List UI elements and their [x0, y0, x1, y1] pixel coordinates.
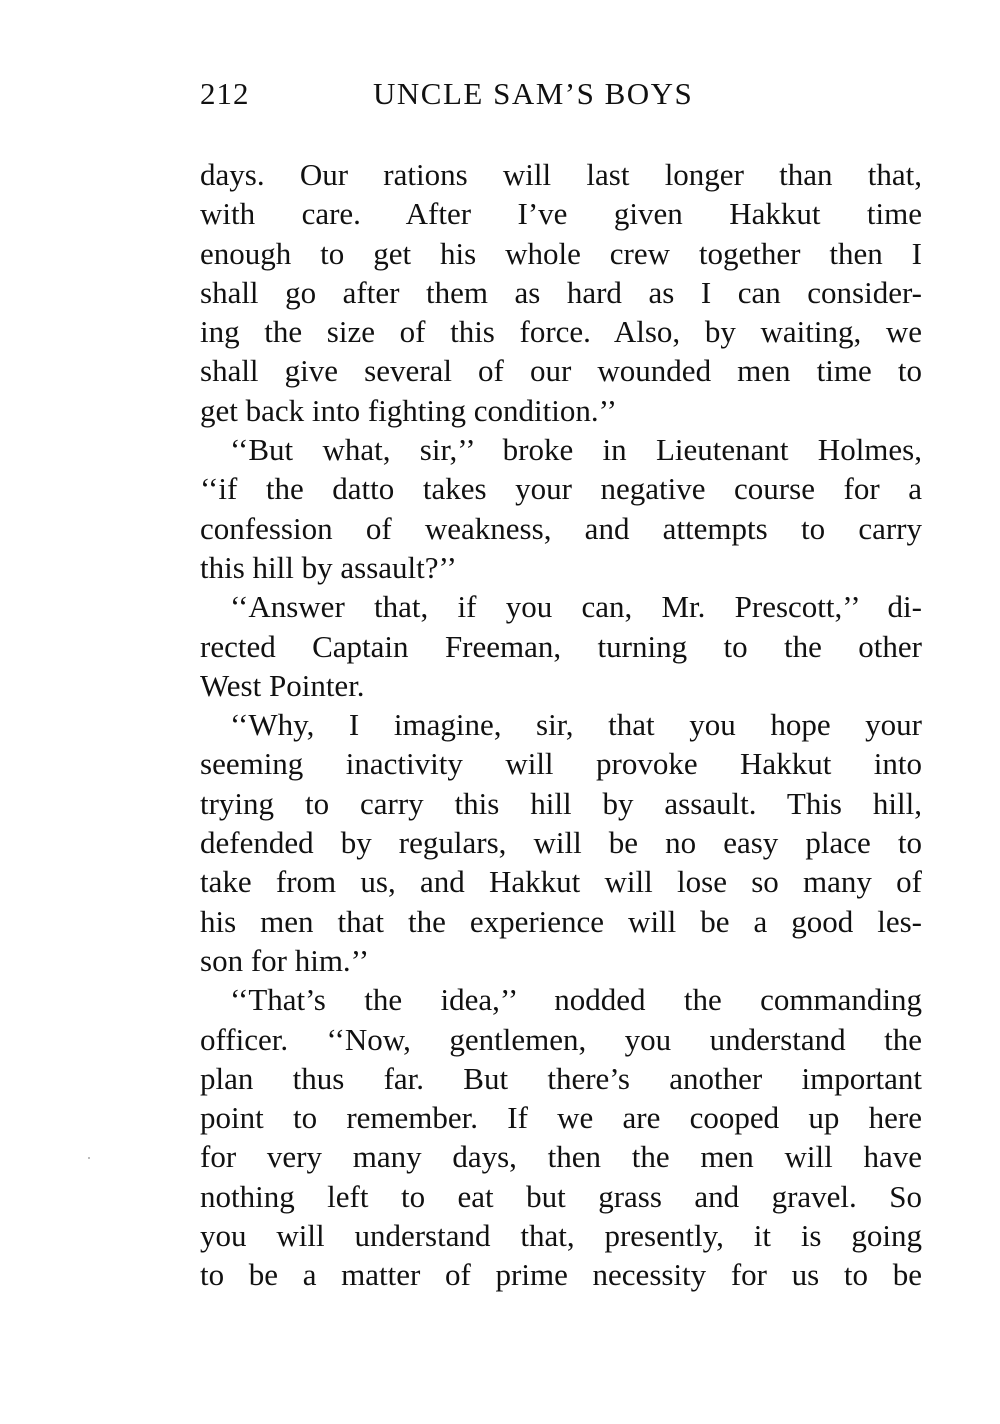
text-line: confession of weakness, and attempts to carry	[200, 510, 922, 546]
text-line: to be a matter of prime necessity for us to be	[200, 1257, 922, 1293]
text-line: West Pointer.	[200, 667, 365, 703]
text-line: plan thus far. But there’s another important	[200, 1060, 922, 1096]
text-line: with care. After I’ve given Hakkut time	[200, 196, 922, 232]
text-line: ‘‘if the datto takes your negative course for a	[200, 471, 922, 507]
text-line: ‘‘Why, I imagine, sir, that you hope your	[230, 707, 922, 743]
text-line: take from us, and Hakkut will lose so many of	[200, 864, 922, 900]
margin-speck	[88, 1157, 90, 1159]
text-line: nothing left to eat but grass and gravel. So	[200, 1178, 922, 1214]
text-line: ing the size of this force. Also, by waiting, we	[200, 314, 922, 350]
page-number: 212	[200, 76, 250, 111]
text-line: shall go after them as hard as I can consider-	[200, 274, 922, 310]
text-line: rected Captain Freeman, turning to the other	[200, 628, 922, 664]
text-line: defended by regulars, will be no easy place to	[200, 825, 922, 861]
text-line: officer. ‘‘Now, gentlemen, you understand the	[200, 1021, 922, 1057]
text-line: get back into fighting condition.’’	[200, 392, 617, 428]
running-head: UNCLE SAM’S BOYS	[373, 76, 694, 111]
page-header	[200, 76, 920, 116]
text-line: shall give several of our wounded men time to	[200, 353, 922, 389]
text-line: ‘‘But what, sir,’’ broke in Lieutenant Holmes,	[230, 432, 922, 468]
text-line: this hill by assault?’’	[200, 549, 457, 585]
text-line: his men that the experience will be a good les-	[200, 903, 922, 939]
text-line: trying to carry this hill by assault. This hill,	[200, 785, 922, 821]
text-line: enough to get his whole crew together then I	[200, 235, 922, 271]
text-line: point to remember. If we are cooped up here	[200, 1100, 922, 1136]
text-line: seeming inactivity will provoke Hakkut into	[200, 746, 922, 782]
text-line: son for him.’’	[200, 942, 370, 978]
text-line: you will understand that, presently, it is going	[200, 1218, 922, 1254]
text-line: ‘‘That’s the idea,’’ nodded the commanding	[230, 982, 922, 1018]
text-line: days. Our rations will last longer than that,	[200, 157, 922, 192]
text-line: ‘‘Answer that, if you can, Mr. Prescott,’’ di-	[230, 589, 922, 625]
text-line: for very many days, then the men will have	[200, 1139, 922, 1175]
body-text	[200, 155, 922, 1295]
